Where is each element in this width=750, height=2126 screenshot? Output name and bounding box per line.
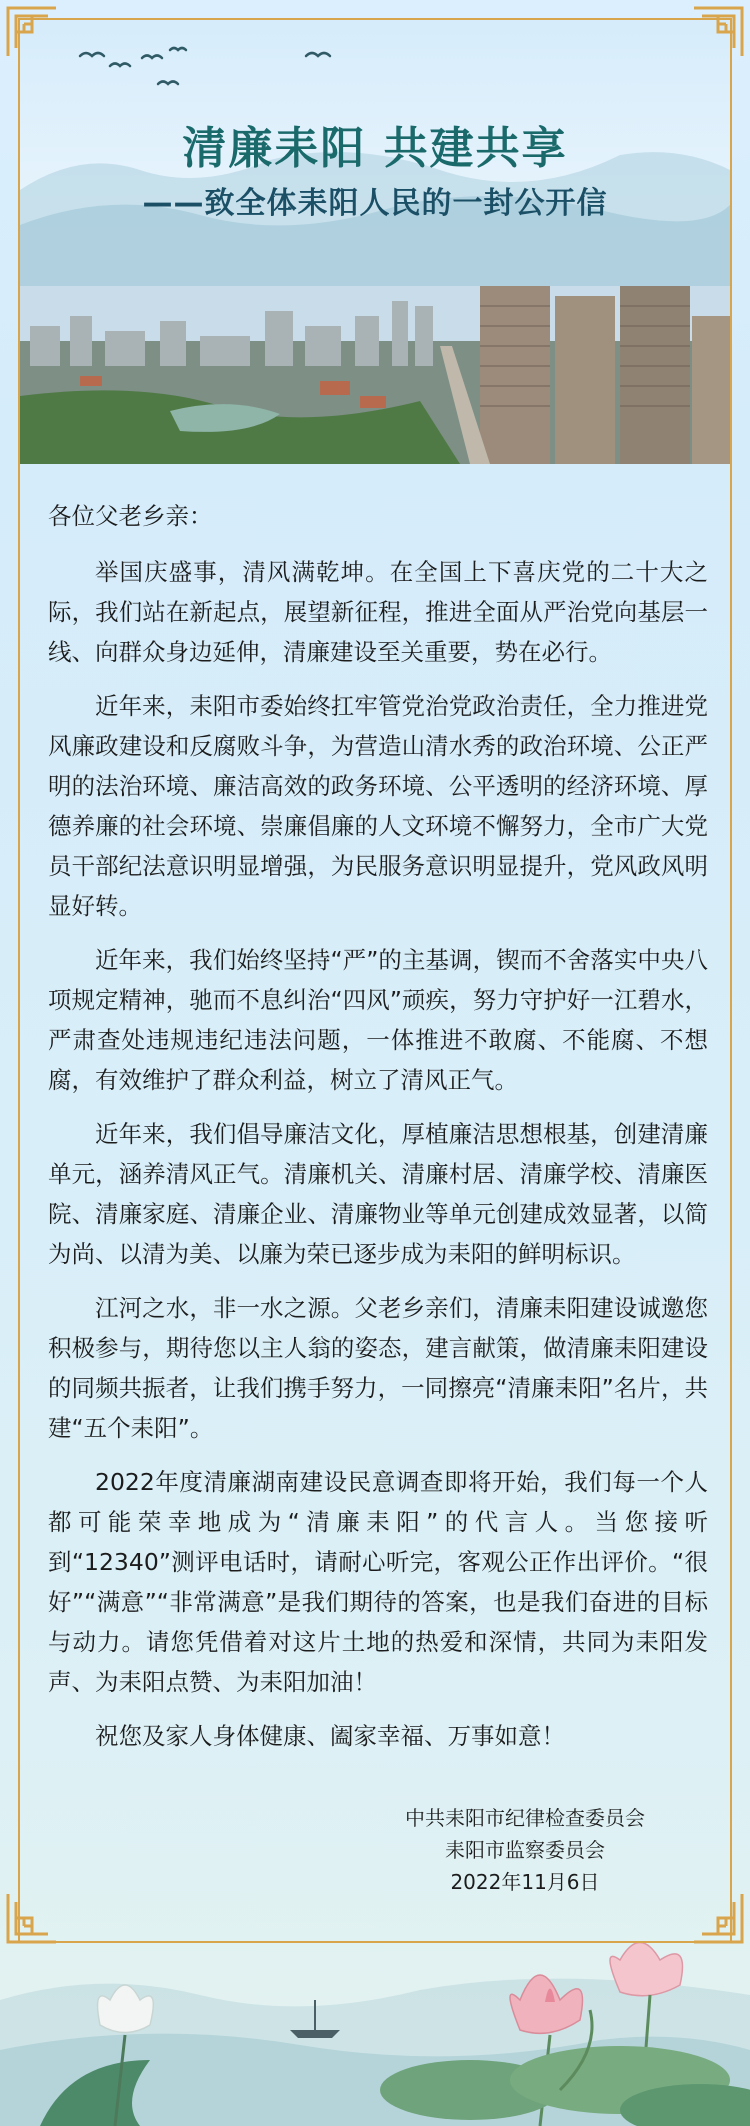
signature-date: 2022年11月6日	[450, 1870, 600, 1894]
lotus-scenery	[0, 1940, 750, 2126]
signature-org-supervision: 耒阳市监察委员会	[445, 1838, 605, 1862]
letter-paragraph: 近年来，耒阳市委始终扛牢管党治党政治责任，全力推进党风廉政建设和反腐败斗争，为营造山清水秀的政治环境、公正严明的法治环境、廉洁高效的政务环境、公平透明的经济环境、厚德养廉的社会环境、崇廉倡廉的人文环境不懈努力，全市广大党员干部纪法意识明显增强，为民服务意识明显提升，党风政风明显好转。	[48, 692, 708, 920]
page-subtitle: ——致全体耒阳人民的一封公开信	[142, 186, 608, 221]
letter-paragraph: 2022年度清廉湖南建设民意调查即将开始，我们每一个人都可能荣幸地成为“清廉耒阳”的代言人。当您接听到“12340”测评电话时，请耐心听完，客观公正作出评价。“很好”“满意”“非常满意”是我们期待的答案，也是我们奋进的目标与动力。请您凭借着对这片土地的热爱和深情，共同为耒阳发声、为耒阳点赞、为耒阳加油！	[48, 1468, 708, 1696]
corner-ornament-icon	[692, 1892, 744, 1944]
signature-org-commission: 中共耒阳市纪律检查委员会	[405, 1806, 645, 1830]
letter-paragraph: 举国庆盛事，清风满乾坤。在全国上下喜庆党的二十大之际，我们站在新起点，展望新征程，推进全面从严治党向基层一线、向群众身边延伸，清廉建设至关重要，势在必行。	[48, 558, 708, 666]
corner-ornament-icon	[6, 1892, 58, 1944]
page-frame	[18, 18, 732, 1943]
letter-salutation: 各位父老乡亲：	[48, 502, 213, 530]
letter-paragraph: 近年来，我们倡导廉洁文化，厚植廉洁思想根基，创建清廉单元，涵养清风正气。清廉机关、清廉村居、清廉学校、清廉医院、清廉家庭、清廉企业、清廉物业等单元创建成效显著，以简为尚、以清为美、以廉为荣已逐步成为耒阳的鲜明标识。	[48, 1120, 708, 1268]
corner-ornament-icon	[6, 6, 58, 58]
letter-paragraph: 近年来，我们始终坚持“严”的主基调，锲而不舍落实中央八项规定精神，驰而不息纠治“四风”顽疾，努力守护好一江碧水，严肃查处违规违纪违法问题，一体推进不敢腐、不能腐、不想腐，有效维护了群众利益，树立了清风正气。	[48, 946, 708, 1094]
letter-closing: 祝您及家人身体健康、阖家幸福、万事如意！	[95, 1722, 565, 1750]
letter-paragraph: 江河之水，非一水之源。父老乡亲们，清廉耒阳建设诚邀您积极参与，期待您以主人翁的姿态，建言献策，做清廉耒阳建设的同频共振者，让我们携手努力，一同擦亮“清廉耒阳”名片，共建“五个耒阳”。	[48, 1294, 708, 1442]
page-title: 清廉耒阳 共建共享	[182, 123, 568, 174]
corner-ornament-icon	[692, 6, 744, 58]
